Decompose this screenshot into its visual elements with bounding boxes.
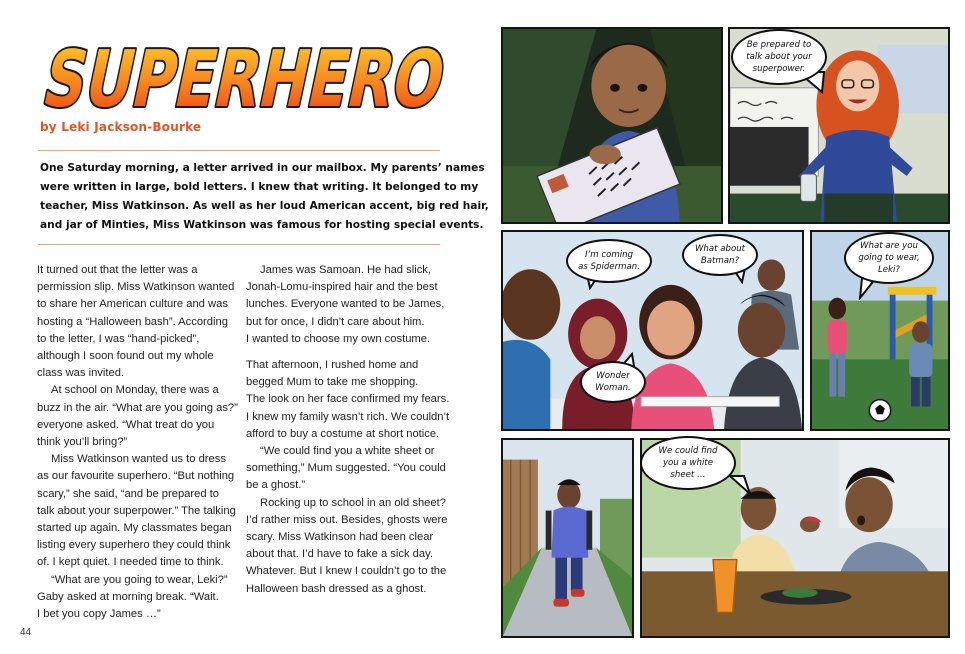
bubble-line: I’m coming — [584, 250, 633, 260]
text-line: I’d rather miss out. Besides, ghosts were — [246, 513, 448, 526]
speech-bubble-gaby — [844, 232, 934, 284]
speech-bubble-spiderman — [566, 239, 652, 283]
text-line: something,” Mum suggested. “You could — [246, 462, 446, 475]
text-line: buzz in the air. “What are you going as?” — [37, 401, 238, 414]
divider-top — [38, 150, 440, 151]
text-line: talk about your superpower.” The talking — [37, 504, 236, 517]
text-line: afford to buy a costume at short notice. — [246, 427, 440, 440]
speech-bubble-wonder-woman — [580, 361, 646, 403]
bubble-line: talk about your — [746, 52, 812, 62]
bubble-line: Woman. — [595, 383, 631, 393]
text-line: I wanted to choose my own costume. — [246, 332, 431, 345]
text-line: hosting a “Halloween bash”. According — [37, 315, 228, 328]
paragraph — [37, 262, 237, 382]
text-line: be a ghost.” — [246, 479, 306, 492]
text-line: of. I kept quiet. I needed time to think. — [37, 556, 224, 569]
bubble-line: We could find — [658, 446, 718, 456]
comic-panel-1 — [501, 27, 723, 224]
text-line: although I soon found out my whole — [37, 350, 214, 363]
bubble-line: Be prepared to — [746, 40, 812, 50]
text-line: Jonah-Lomu-inspired hair and the best — [246, 281, 438, 294]
text-line: scary,” she said, “and be prepared to — [37, 487, 219, 500]
text-line: I bet you copy James …” — [37, 608, 161, 621]
paragraph — [246, 443, 446, 495]
paragraph — [37, 382, 237, 451]
speech-tail — [728, 474, 752, 496]
text-line: about that. I’d have to fake a sick day. — [246, 548, 433, 561]
text-line: to the letter, I was “hand-picked”, — [37, 332, 200, 345]
classmates-illustration — [503, 232, 802, 429]
text-line: listing every superhero they could think — [37, 539, 231, 552]
paragraph — [246, 495, 446, 598]
bubble-line: What are you — [860, 241, 918, 251]
speech-bubble-batman — [682, 234, 758, 276]
text-line: Halloween bash dressed as a ghost. — [246, 582, 427, 595]
text-line: That afternoon, I rushed home and — [246, 359, 419, 372]
text-line: begged Mum to take me shopping. — [246, 376, 419, 389]
story-title-art — [30, 20, 460, 130]
comic-panel-3 — [501, 230, 804, 431]
intro-line: were written in large, bold letters. I knew that writing. It belonged to my — [40, 181, 479, 193]
text-line: “We could find you a white sheet or — [260, 445, 435, 458]
intro-line: teacher, Miss Watkinson. As well as her loud American accent, big red hair, — [40, 200, 489, 212]
paragraph — [37, 451, 237, 571]
bubble-line: as Spiderman. — [578, 262, 640, 272]
comic-panel-5 — [501, 438, 634, 638]
walking-home-illustration — [503, 440, 632, 636]
body-column-left — [37, 262, 237, 623]
text-line: to share her American culture and was — [37, 298, 228, 311]
text-line: everyone asked. “What treat do you — [37, 418, 215, 431]
paragraph — [246, 262, 446, 348]
text-line: lunches. Everyone wanted to be James, — [246, 298, 445, 311]
text-line: I knew my family wasn’t rich. We couldn’t — [246, 410, 450, 423]
text-line: permission slip. Miss Watkinson wanted — [37, 281, 235, 294]
divider-bottom — [38, 244, 440, 245]
bubble-line: Leki? — [877, 265, 900, 275]
bubble-line: Batman? — [700, 256, 740, 266]
letter-scene-illustration — [503, 29, 721, 222]
text-line: “What are you going to wear, Leki?” — [51, 573, 228, 586]
text-line: It turned out that the letter was a — [37, 264, 198, 276]
text-line: At school on Monday, there was a — [51, 384, 219, 397]
text-line: think you’ll bring?” — [37, 436, 128, 449]
bubble-line: What about — [694, 244, 746, 254]
text-line: Miss Watkinson wanted us to dress — [51, 453, 226, 466]
text-line: scary. Miss Watkinson had been clear — [246, 531, 434, 544]
story-title-text: SUPERHERO — [35, 33, 460, 125]
speech-bubble-teacher — [731, 29, 827, 85]
bubble-line: sheet … — [670, 470, 706, 480]
intro-line: One Saturday morning, a letter arrived in our mailbox. My parents’ names — [40, 162, 485, 174]
bubble-line: going to wear, — [858, 253, 920, 263]
intro-line: and jar of Minties, Miss Watkinson was famous for hosting special events. — [40, 219, 484, 231]
paragraph — [37, 572, 237, 624]
bubble-line: Wonder — [596, 371, 630, 381]
text-line: class was invited. — [37, 367, 125, 380]
text-line: James was Samoan. He had slick, — [260, 264, 431, 276]
bubble-line: superpower. — [752, 64, 806, 74]
story-intro — [40, 159, 489, 235]
body-column-right — [246, 262, 450, 598]
text-line: The look on her face confirmed my fears. — [246, 393, 450, 406]
text-line: as our favourite superhero. “But nothing — [37, 470, 235, 483]
speech-bubble-mum — [640, 436, 736, 490]
story-title — [30, 20, 460, 130]
paragraph — [246, 357, 450, 443]
text-line: Rocking up to school in an old sheet? — [260, 496, 446, 509]
bubble-line: you a white — [662, 458, 714, 468]
story-byline: by Leki Jackson-Bourke — [40, 120, 202, 134]
text-line: Whatever. But I knew I couldn’t go to the — [246, 565, 447, 578]
text-line: started up again. My classmates began — [37, 522, 232, 535]
page-number: 44 — [20, 627, 32, 638]
text-line: Gaby asked at morning break. “Wait. — [37, 590, 219, 603]
text-line: but for once, I didn’t care about him. — [246, 315, 425, 328]
